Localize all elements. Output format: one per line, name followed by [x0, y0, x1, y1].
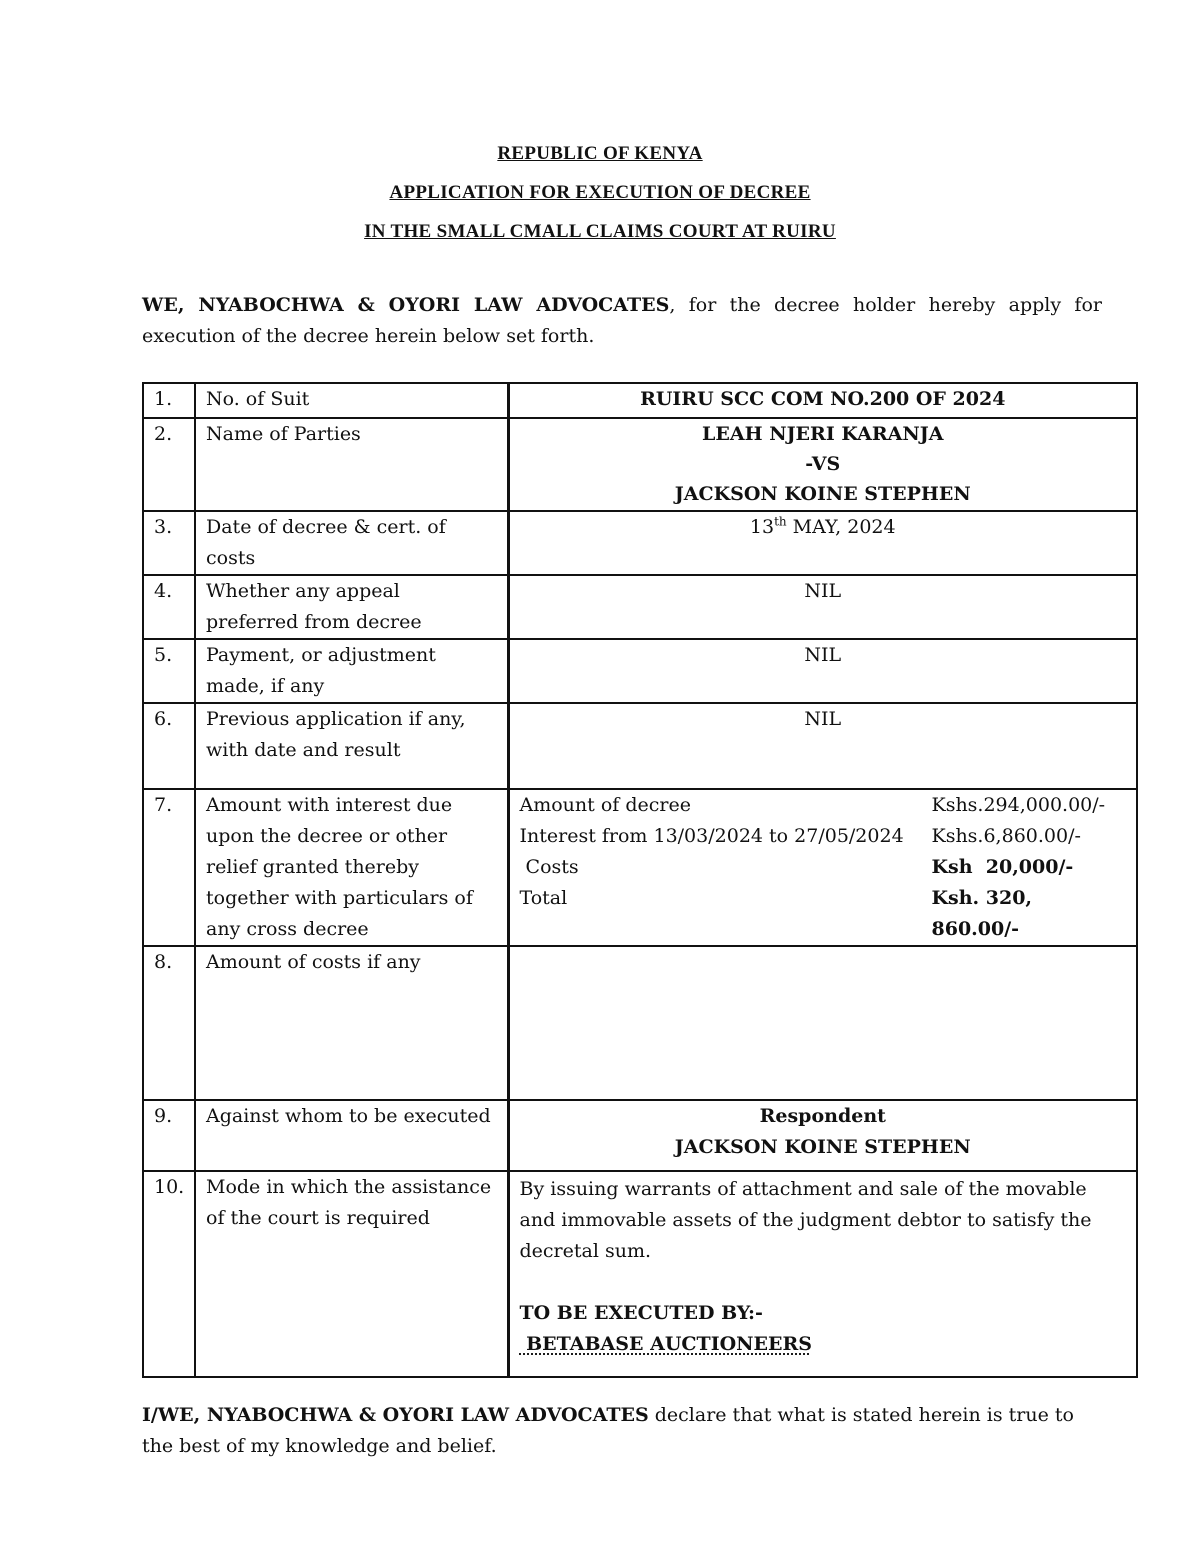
execution-mode-text: By issuing warrants of attachment and sale of the movable and immovable assets of the judgment debtor to satisfy the decretal sum.	[519, 1178, 1092, 1262]
amount-desc: Costs	[519, 856, 579, 878]
row-number: 1.	[143, 383, 195, 418]
table-row	[143, 1100, 1137, 1171]
party-defendant: JACKSON KOINE STEPHEN	[674, 483, 971, 505]
row-label: Amount with interest due upon the decree or other relief granted thereby together with particulars of any cross decree	[195, 789, 508, 946]
previous-application-value: NIL	[508, 703, 1137, 789]
heading-application-title: APPLICATION FOR EXECUTION OF DECREE	[389, 182, 811, 203]
decree-date	[508, 511, 1137, 575]
amount-desc: Total	[519, 887, 568, 909]
row-number: 4.	[143, 575, 195, 639]
table-row	[143, 1171, 1137, 1377]
intro-paragraph	[142, 290, 1102, 352]
respondent-role: Respondent	[759, 1105, 886, 1127]
table-row	[143, 575, 1137, 639]
declarant: I/WE, NYABOCHWA & OYORI LAW ADVOCATES	[142, 1404, 649, 1426]
amount-value: Kshs.294,000.00/-	[931, 794, 1106, 816]
costs-value	[508, 946, 1137, 1100]
heading-republic: REPUBLIC OF KENYA	[497, 143, 703, 164]
amount-value: Ksh 20,000/-	[931, 856, 1074, 878]
executed-against-cell	[508, 1100, 1137, 1171]
amount-desc: Interest from 13/03/2024 to 27/05/2024	[519, 825, 904, 847]
table-row	[143, 383, 1137, 418]
row-label: Payment, or adjustment made, if any	[195, 639, 508, 703]
payment-value: NIL	[508, 639, 1137, 703]
row-number: 2.	[143, 418, 195, 511]
row-label: Date of decree & cert. of costs	[195, 511, 508, 575]
row-label: Previous application if any, with date and result	[195, 703, 508, 789]
table-row	[143, 703, 1137, 789]
party-vs: -VS	[805, 453, 841, 475]
table-row	[143, 946, 1137, 1100]
row-number: 5.	[143, 639, 195, 703]
row-number: 6.	[143, 703, 195, 789]
party-plaintiff: LEAH NJERI KARANJA	[702, 423, 944, 445]
executor-name	[520, 1329, 1127, 1360]
row-number: 8.	[143, 946, 195, 1100]
executor-name-text: BETABASE AUCTIONEERS	[519, 1333, 812, 1355]
executed-by-label: TO BE EXECUTED BY:-	[519, 1302, 763, 1324]
table-row	[143, 789, 1137, 946]
amount-desc: Amount of decree	[519, 794, 691, 816]
parties-cell	[508, 418, 1137, 511]
heading-court: IN THE SMALL CMALL CLAIMS COURT AT RUIRU	[364, 221, 836, 242]
suit-number: RUIRU SCC COM NO.200 OF 2024	[508, 383, 1137, 418]
declaration-text: declare that what is stated herein is true to the best of my knowledge and belief.	[142, 1404, 1074, 1457]
row-label: Against whom to be executed	[195, 1100, 508, 1171]
declaration-paragraph	[142, 1400, 1102, 1462]
amount-line	[520, 821, 1127, 852]
amount-line	[520, 852, 1127, 883]
table-row	[143, 418, 1137, 511]
row-number: 3.	[143, 511, 195, 575]
amount-value: Kshs.6,860.00/-	[931, 825, 1081, 847]
table-row	[143, 639, 1137, 703]
amount-breakdown	[520, 790, 1127, 945]
respondent-name: JACKSON KOINE STEPHEN	[674, 1136, 971, 1158]
row-label: No. of Suit	[195, 383, 508, 418]
appeal-value: NIL	[508, 575, 1137, 639]
intro-applicant: WE, NYABOCHWA & OYORI LAW ADVOCATES	[142, 294, 670, 316]
row-number: 9.	[143, 1100, 195, 1171]
decree-date-rest: MAY, 2024	[786, 516, 896, 538]
amount-line	[520, 883, 1127, 945]
row-label: Whether any appeal preferred from decree	[195, 575, 508, 639]
row-label: Name of Parties	[195, 418, 508, 511]
amount-line	[520, 790, 1127, 821]
amount-breakdown-cell	[508, 789, 1137, 946]
row-label: Amount of costs if any	[195, 946, 508, 1100]
decree-date-day: 13	[749, 516, 775, 538]
row-number: 7.	[143, 789, 195, 946]
row-label: Mode in which the assistance of the court is required	[195, 1171, 508, 1377]
table-row	[143, 511, 1137, 575]
intro-text: , for the decree holder hereby apply for execution of the decree herein below set forth.	[142, 294, 1102, 347]
row-number: 10.	[143, 1171, 195, 1377]
amount-value: Ksh. 320, 860.00/-	[931, 887, 1033, 940]
decree-date-suffix: th	[774, 514, 787, 529]
execution-details-table	[142, 382, 1138, 1378]
execution-mode-cell	[508, 1171, 1137, 1377]
